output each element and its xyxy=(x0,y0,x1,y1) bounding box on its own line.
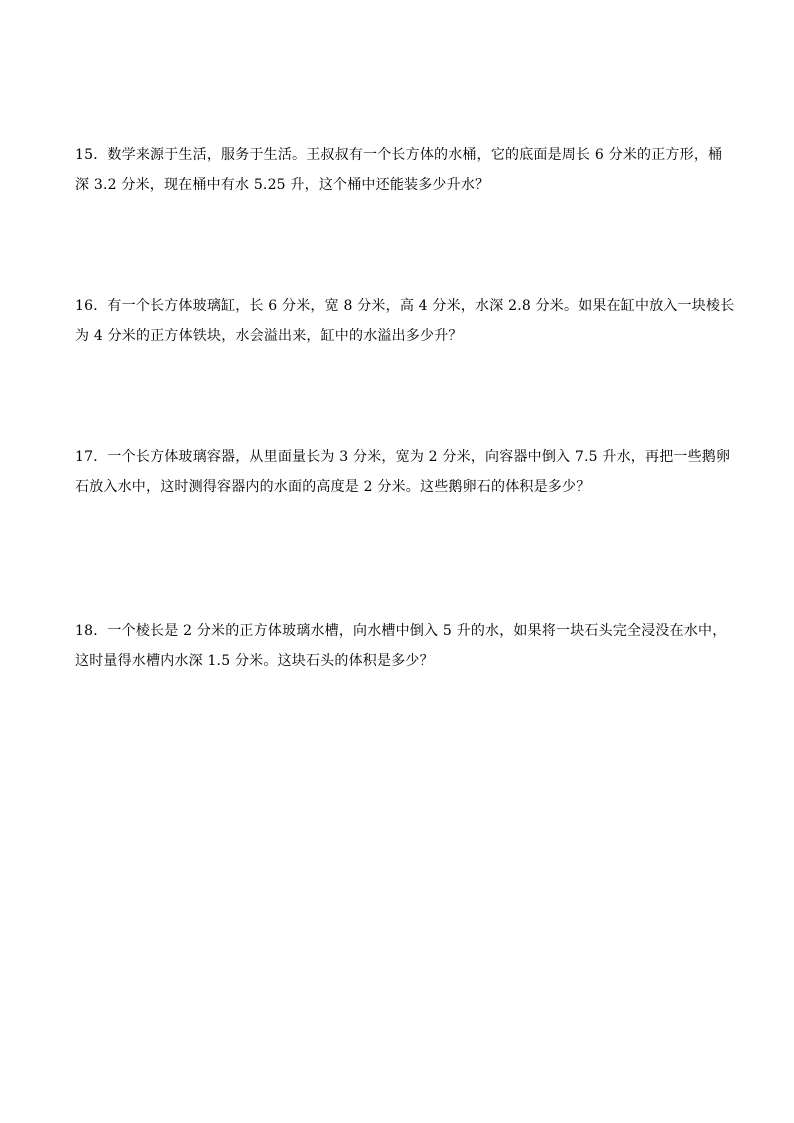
problem-18-line-1: 18．一个棱长是 2 分米的正方体玻璃水槽，向水槽中倒入 5 升的水，如果将一块石头完全浸没在水中， xyxy=(75,623,727,639)
problem-18-line-2: 这时量得水槽内水深 1.5 分米。这块石头的体积是多少？ xyxy=(75,653,434,669)
problem-16-line-1: 16．有一个长方体玻璃缸，长 6 分米，宽 8 分米，高 4 分米，水深 2.8 分米。如果在缸中放入一块棱长 xyxy=(75,298,735,314)
problem-17 xyxy=(75,442,731,502)
problem-16 xyxy=(75,291,735,351)
problem-16-line-2: 为 4 分米的正方体铁块，水会溢出来，缸中的水溢出多少升？ xyxy=(75,328,463,344)
problem-15-line-2: 深 3.2 分米，现在桶中有水 5.25 升，这个桶中还能装多少升水？ xyxy=(75,177,490,193)
problem-18 xyxy=(75,616,727,676)
problem-15 xyxy=(75,140,723,200)
problem-17-line-1: 17．一个长方体玻璃容器，从里面量长为 3 分米，宽为 2 分米，向容器中倒入 7.5 升水，再把一些鹅卵 xyxy=(75,449,731,465)
problem-17-line-2: 石放入水中，这时测得容器内的水面的高度是 2 分米。这些鹅卵石的体积是多少？ xyxy=(75,479,591,495)
problem-15-line-1: 15．数学来源于生活，服务于生活。王叔叔有一个长方体的水桶，它的底面是周长 6 分米的正方形，桶 xyxy=(75,147,723,163)
